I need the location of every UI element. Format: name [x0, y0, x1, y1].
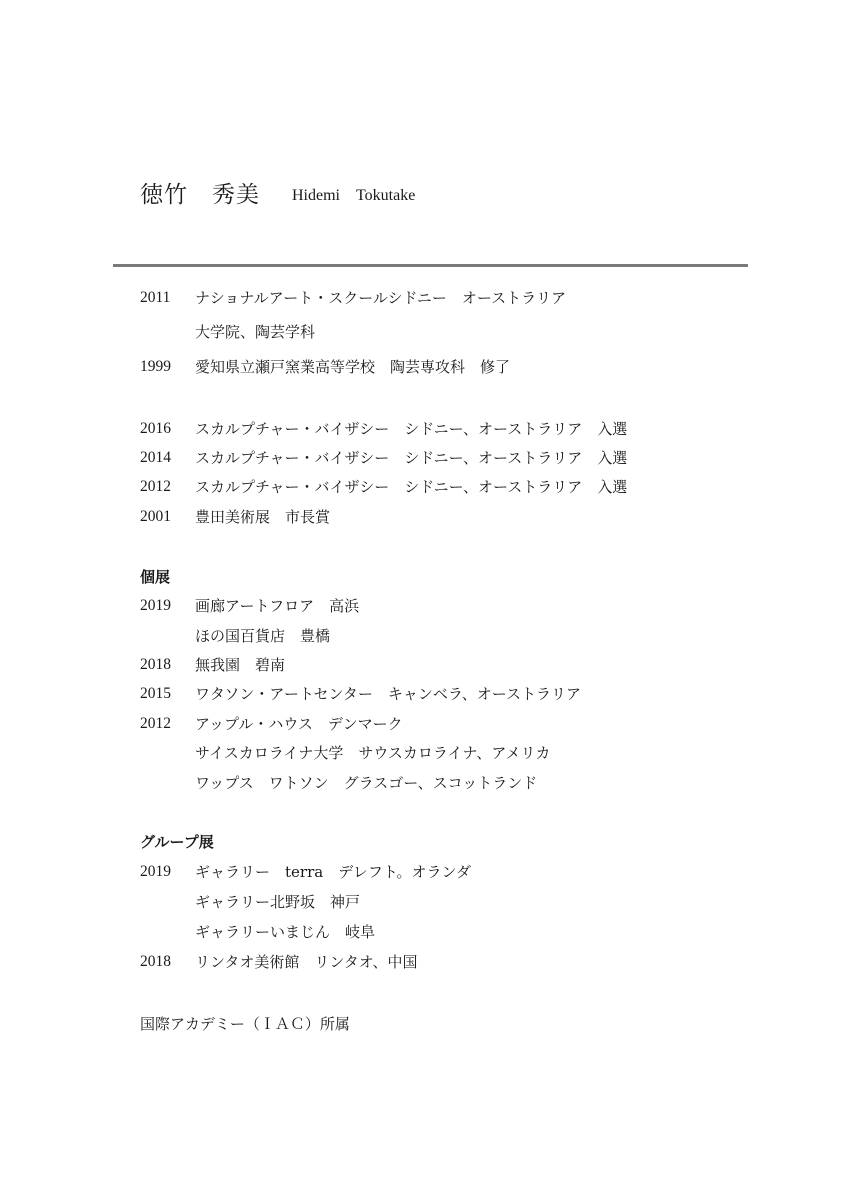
affiliation: 国際アカデミー（ＩＡＣ）所属 — [140, 1015, 350, 1033]
entry-text: ギャラリー北野坂 神戸 — [195, 893, 361, 911]
entry-year: 2012 — [140, 478, 171, 495]
entry-year: 2001 — [140, 508, 171, 525]
entry-year: 2019 — [140, 597, 171, 614]
entry-text: ワップス ワトソン グラスゴー、スコットランド — [195, 774, 538, 792]
header-divider — [113, 264, 748, 267]
entry-year: 2018 — [140, 656, 171, 673]
entry-text: ほの国百貨店 豊橋 — [195, 627, 331, 645]
entry-text: リンタオ美術館 リンタオ、中国 — [195, 953, 418, 971]
entry-text: 大学院、陶芸学科 — [195, 323, 316, 341]
entry-text: ワタソン・アートセンター キャンベラ、オーストラリア — [195, 685, 581, 703]
entry-text: 豊田美術展 市長賞 — [195, 508, 331, 526]
entry-year: 2014 — [140, 449, 171, 466]
entry-text: ナショナルアート・スクールシドニー オーストラリア — [195, 289, 567, 307]
entry-text: サイスカロライナ大学 サウスカロライナ、アメリカ — [195, 744, 551, 762]
entry-text: スカルプチャー・バイザシー シドニー、オーストラリア 入選 — [195, 449, 628, 467]
entry-text: 画廊アートフロア 高浜 — [195, 597, 360, 615]
entry-text: スカルプチャー・バイザシー シドニー、オーストラリア 入選 — [195, 420, 628, 438]
entry-text: 無我園 碧南 — [195, 656, 286, 674]
entry-year: 2016 — [140, 420, 171, 437]
entry-text: ギャラリー terra デレフト。オランダ — [195, 863, 471, 881]
entry-text: 愛知県立瀬戸窯業高等学校 陶芸専攻科 修了 — [195, 358, 511, 376]
entry-year: 2018 — [140, 953, 171, 970]
entry-year: 2019 — [140, 863, 171, 880]
entry-text: アップル・ハウス デンマーク — [195, 715, 403, 733]
entry-year: 2015 — [140, 685, 171, 702]
entry-year: 1999 — [140, 358, 171, 375]
entry-year: 2012 — [140, 715, 171, 732]
name-japanese: 徳竹 秀美 — [140, 182, 260, 208]
group-heading: グループ展 — [140, 833, 214, 851]
solo-heading: 個展 — [140, 568, 171, 586]
entry-text: ギャラリーいまじん 岐阜 — [195, 923, 376, 941]
name-english: Hidemi Tokutake — [292, 187, 416, 204]
entry-text: スカルプチャー・バイザシー シドニー、オーストラリア 入選 — [195, 478, 628, 496]
entry-year: 2011 — [140, 289, 171, 306]
